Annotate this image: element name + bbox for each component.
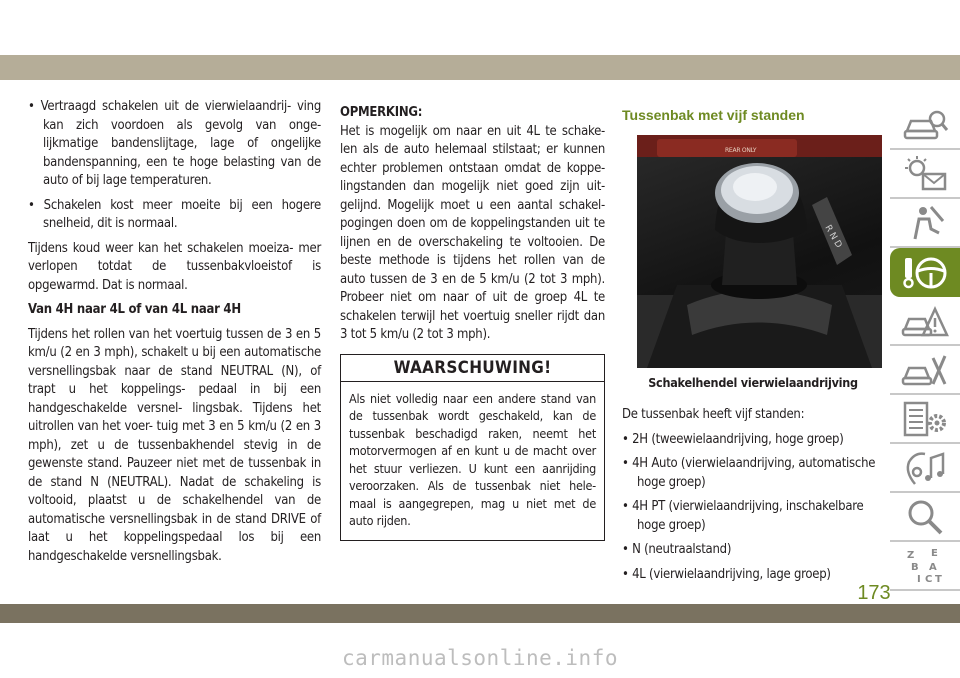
svg-text:I: I: [917, 573, 921, 585]
chapter-tabs: [890, 101, 960, 591]
mode-neutral: • N (neutraalstand): [622, 542, 732, 557]
mode-2h: • 2H (tweewielaandrijving, hoge groep): [622, 431, 844, 447]
warning-box: [340, 354, 605, 541]
warning-title: WAARSCHUWING!: [341, 355, 604, 382]
specifications-gear-icon: [901, 399, 949, 439]
car-service-tools-icon: [901, 350, 949, 390]
tab-getting-to-know[interactable]: [890, 101, 960, 150]
tab-servicing[interactable]: [890, 346, 960, 395]
note-text: Het is mogelijk om naar en uit 4L te schake- len als de auto helemaal stilstaat; er kunnen echter problemen ontstaan omdat de koppe- lingstanden dan mogelijk niet goed zijn uit- gelijnd. Mogelijk moet u een aantal schakel- pogingen doen om de koppelingstanden uit te lijnen en de overschakeling te voltooien. De beste methode is tijdens het rollen van de auto tussen de 3 en de 5 km/u (2 tot 3 mph). Probeer niet om naar of uit de groep 4L te schakelen terwijl het voertuig sneller rijdt dan 3 tot 5 km/u (2 tot 3 mph).: [340, 123, 605, 342]
svg-text:A: A: [929, 561, 937, 573]
page-number: 173: [857, 582, 891, 604]
section-title: Tussenbak met vijf standen: [622, 107, 805, 123]
alphabetical-index-icon: [901, 546, 949, 586]
tab-warning-lights[interactable]: [890, 150, 960, 199]
mode-4h-auto: • 4H Auto (vierwielaandrijving, automatische hoge groep): [622, 456, 876, 490]
svg-text:C: C: [925, 573, 933, 585]
bullet-shift-effort: • Schakelen kost meer moeite bij een hogere snelheid, dit is normaal.: [28, 197, 321, 231]
warning-lights-message-icon: [901, 154, 949, 194]
index-search-icon: [901, 497, 949, 537]
airbag-safety-icon: [901, 203, 949, 243]
svg-text:R N D: R N D: [822, 223, 844, 250]
bullet-delayed-shift: • Vertraagd schakelen uit de vierwielaandrij- ving kan zich voordoen als gevolg van onge- lijkmatige bandenslijtage, lage of ongelijke bandenspanning, een te hoge belasting van de auto of bij lage temperaturen.: [28, 99, 321, 188]
tab-customer-assistance[interactable]: [890, 493, 960, 542]
tab-starting-and-operating[interactable]: [890, 248, 960, 297]
note-block: [340, 104, 605, 345]
tab-emergency[interactable]: [890, 297, 960, 346]
tab-safety[interactable]: [890, 199, 960, 248]
watermark: carmanualsonline.info: [341, 646, 618, 670]
footer-band: [0, 604, 960, 623]
svg-text:Z: Z: [907, 549, 915, 561]
svg-text:E: E: [931, 547, 938, 559]
paragraph-cold-weather: Tijdens koud weer kan het schakelen moeiza- mer verlopen totdat de tussenbakvloeistof is opgewarmd. Dat is normaal.: [28, 240, 321, 293]
warning-text: Als niet volledig naar een andere stand van de tussenbak wordt geschakeld, kan de tussenbak beschadigd raken, neemt het motorvermogen af en kunt u de macht over het stuur verliezen. U kunt een aanrijding veroorzaken. Als de tussenbak niet hele- maal is aangegrepen, mag u niet met de auto rijden.: [349, 390, 596, 528]
subheading-4h-4l: Van 4H naar 4L of van 4L naar 4H: [28, 302, 241, 317]
multimedia-music-icon: [901, 448, 949, 488]
mode-4l: • 4L (vierwielaandrijving, lage groep): [622, 566, 831, 582]
key-steering-wheel-icon: [901, 252, 949, 292]
car-warning-triangle-icon: [901, 301, 949, 341]
left-column: [28, 98, 321, 572]
modes-intro: De tussenbak heeft vijf standen:: [622, 407, 805, 422]
middle-column: [340, 104, 605, 541]
paragraph-shift-procedure: Tijdens het rollen van het voertuig tussen de 3 en 5 km/u (2 en 3 mph), schakelt u bij een automatische versnellingsbak naar de stand NEUTRAL (N), of trapt u het koppelings- pedaal in bij een handgeschakelde versnel- lingsbak. Tijdens het uitrollen van het voer- tuig met 3 en 5 km/u (2 en 3 mph), zet u de tussenbakhendel stevig in de gewenste stand. Pauzeer niet met de tussenbak in de stand N (NEUTRAL). Nadat de schakeling is voltooid, plaatst u de schakelhendel van de automatische versnellingsbak in de stand DRIVE of laat u het koppelingspedaal los bij een handgeschakelde versnellingsbak.: [28, 326, 321, 564]
right-column: [622, 106, 884, 590]
figure-label: REAR ONLY: [725, 146, 757, 154]
mode-4h-pt: • 4H PT (vierwielaandrijving, inschakelbare hoge groep): [622, 499, 864, 533]
car-search-icon: [901, 105, 949, 145]
tab-specifications[interactable]: [890, 395, 960, 444]
shifter-photo: [637, 135, 882, 368]
header-band: [0, 55, 960, 80]
svg-text:T: T: [935, 573, 942, 585]
svg-text:B: B: [911, 561, 919, 573]
figure-caption: Schakelhendel vierwielaandrijving: [648, 374, 858, 390]
shifter-illustration: [637, 135, 882, 368]
note-heading: OPMERKING:: [340, 105, 423, 120]
tab-multimedia[interactable]: [890, 444, 960, 493]
